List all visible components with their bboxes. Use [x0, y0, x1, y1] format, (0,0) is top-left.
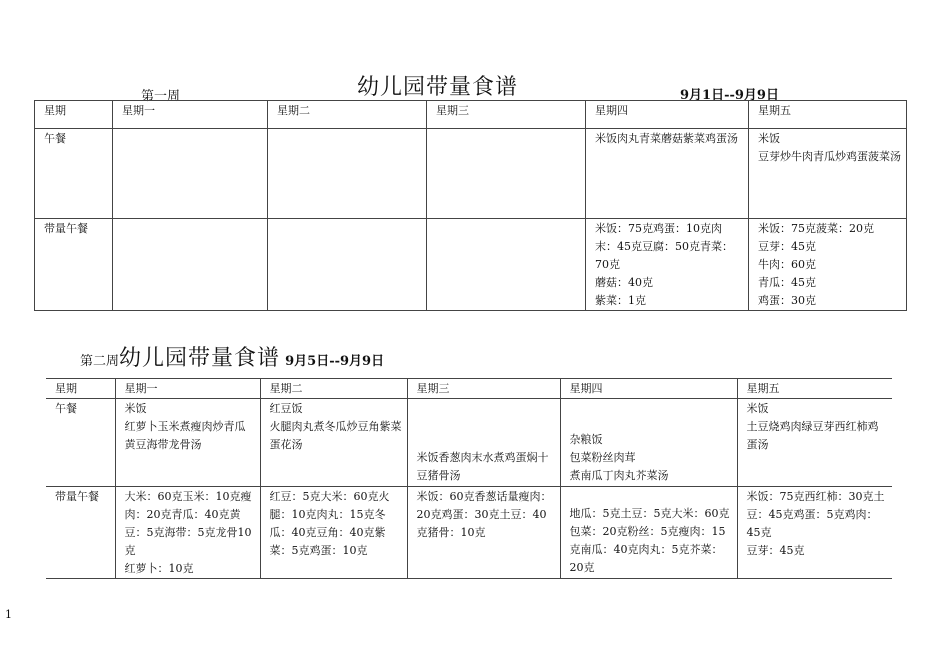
cell-line: 米饭肉丸青菜蘑菇紫菜鸡蛋汤 — [595, 132, 738, 145]
cell-line: 紫菜：1克 — [595, 294, 646, 307]
week1-header-row — [35, 101, 907, 129]
cell-line: 杂粮饭 — [569, 433, 603, 446]
header-cell: 星期五 — [749, 101, 907, 129]
row-label: 带量午餐 — [35, 219, 113, 311]
menu-cell — [260, 399, 407, 487]
portion-cell — [586, 219, 749, 311]
cell-line: 大米：60克玉米：10克瘦肉：20克青瓜：40克黄豆：5克海带：5克龙骨10克 — [124, 490, 252, 557]
cell-line: 米饭 — [758, 132, 780, 145]
cell-line: 米饭 — [746, 402, 769, 415]
cell-line: 牛肉：60克 — [758, 258, 816, 271]
portion-cell — [407, 487, 560, 579]
cell-line: 红萝卜：10克 — [124, 562, 194, 575]
week1-date-range: 9月1日--9月9日 — [680, 88, 779, 103]
menu-cell — [407, 399, 560, 487]
header-cell: 星期三 — [427, 101, 586, 129]
header-cell: 星期二 — [260, 379, 407, 399]
cell-line: 青瓜：45克 — [758, 276, 816, 289]
week2-menu-table — [46, 378, 892, 579]
week2-date-range: 9月5日--9月9日 — [285, 354, 385, 369]
menu-cell — [115, 399, 260, 487]
portion-cell — [560, 487, 737, 579]
cell-line: 红豆饭 — [269, 402, 303, 415]
header-cell: 星期一 — [113, 101, 268, 129]
cell-line: 米饭：75克菠菜：20克 — [758, 222, 874, 235]
cell-line: 豆芽：45克 — [758, 240, 816, 253]
week1-title: 幼儿园带量食谱 — [357, 75, 519, 100]
cell-line: 煮南瓜丁肉丸芥菜汤 — [569, 469, 669, 482]
row-label: 带量午餐 — [46, 487, 115, 579]
week1-menu-table — [34, 100, 907, 311]
header-cell: 星期 — [35, 101, 113, 129]
menu-cell — [586, 129, 749, 219]
week2-portion-row — [46, 487, 892, 579]
portion-cell — [737, 487, 892, 579]
portion-cell — [427, 219, 586, 311]
cell-line: 火腿肉丸煮冬瓜炒豆角紫菜蛋花汤 — [269, 420, 402, 451]
cell-line: 米饭：75克西红柿：30克土豆：45克鸡蛋：5克鸡肉：45克 — [746, 490, 885, 539]
header-cell: 星期一 — [115, 379, 260, 399]
cell-line: 米饭香葱肉末水煮鸡蛋焖十豆猪骨汤 — [416, 451, 549, 482]
cell-line: 蘑菇：40克 — [595, 276, 653, 289]
header-cell: 星期三 — [407, 379, 560, 399]
menu-cell — [113, 129, 268, 219]
header-cell: 星期四 — [586, 101, 749, 129]
cell-line: 豆芽：45克 — [746, 544, 805, 557]
cell-line: 红萝卜玉米煮瘦肉炒青瓜 — [124, 420, 246, 433]
portion-cell — [115, 487, 260, 579]
menu-cell — [737, 399, 892, 487]
week2-lunch-row — [46, 399, 892, 487]
cell-line: 米饭：75克鸡蛋：10克肉末：45克豆腐：50克青菜：70克 — [595, 222, 733, 271]
cell-line: 黄豆海带龙骨汤 — [124, 438, 202, 451]
header-cell: 星期五 — [737, 379, 892, 399]
cell-line: 包菜粉丝肉茸 — [569, 451, 636, 464]
week2-header-row — [46, 379, 892, 399]
cell-line: 红豆：5克大米：60克火腿：10克肉丸：15克冬瓜：40克豆角：40克紫菜：5克鸡蛋：10克 — [269, 490, 390, 557]
row-label: 午餐 — [46, 399, 115, 487]
portion-cell — [260, 487, 407, 579]
page-number: 1 — [5, 608, 12, 621]
menu-cell — [427, 129, 586, 219]
cell-line: 米饭：60克香葱话量瘦肉：20克鸡蛋：30克土豆：40克猪骨：10克 — [416, 490, 552, 539]
week2-label: 第二周 — [80, 354, 120, 369]
cell-line: 米饭 — [124, 402, 147, 415]
menu-cell — [749, 129, 907, 219]
week2-title: 幼儿园带量食谱 — [119, 346, 281, 371]
cell-line: 豆芽炒牛肉青瓜炒鸡蛋菠菜汤 — [758, 150, 901, 163]
menu-cell — [560, 399, 737, 487]
cell-line: 地瓜：5克土豆：5克大米：60克包菜：20克粉丝：5克瘦肉：15克南瓜：40克肉丸：5克芥菜：20克 — [569, 507, 730, 574]
header-cell: 星期四 — [560, 379, 737, 399]
header-cell: 星期二 — [268, 101, 427, 129]
portion-cell — [113, 219, 268, 311]
week1-lunch-row — [35, 129, 907, 219]
portion-cell — [749, 219, 907, 311]
week2-heading — [80, 341, 384, 372]
header-cell: 星期 — [46, 379, 115, 399]
portion-cell — [268, 219, 427, 311]
row-label: 午餐 — [35, 129, 113, 219]
cell-line: 鸡蛋：30克 — [758, 294, 816, 307]
week1-label: 第一周 — [141, 89, 181, 104]
week1-portion-row — [35, 219, 907, 311]
menu-cell — [268, 129, 427, 219]
cell-line: 土豆烧鸡肉绿豆芽西红柿鸡蛋汤 — [746, 420, 879, 451]
